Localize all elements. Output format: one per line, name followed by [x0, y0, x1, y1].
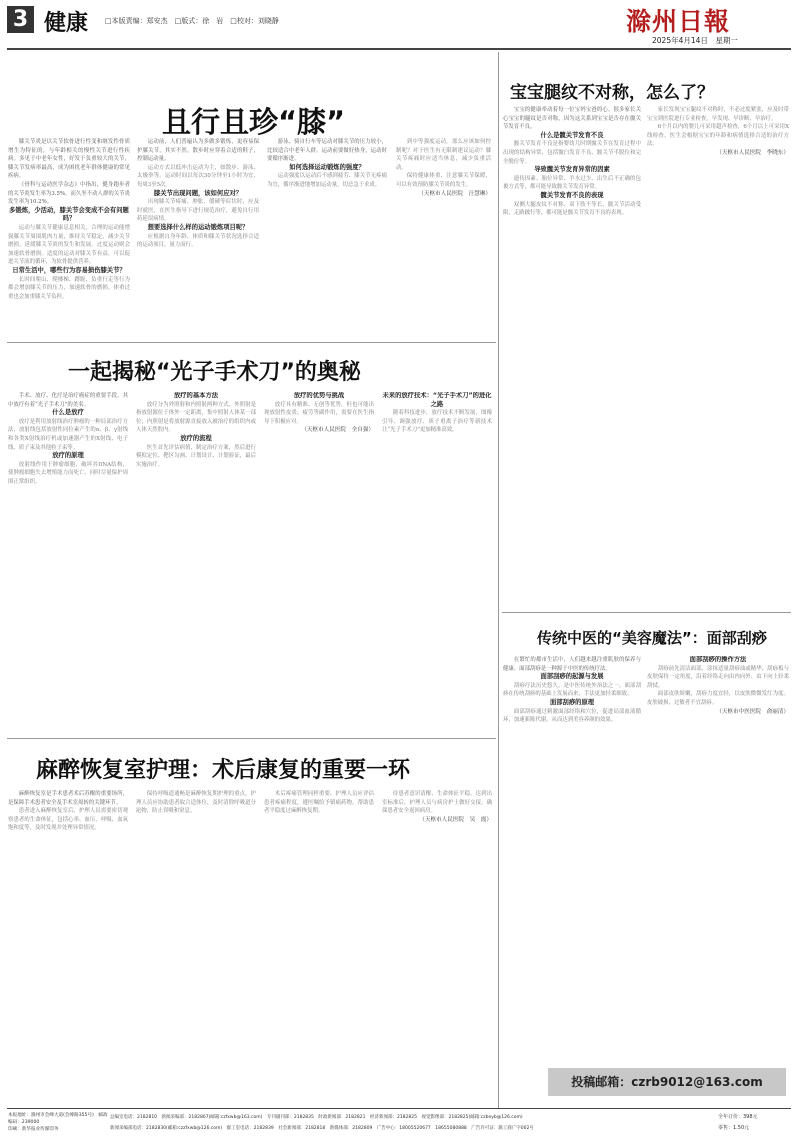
body-text-filler: 应根据自身年龄、体质和膝关节状况选择合适的运动项目，量力而行。	[137, 233, 259, 249]
footer-contact-line: 总编室电话：2182810 新闻采编部：2182867(邮箱:czfxwb@163.com) 专刊副刊部：2182835 时政新闻部：2182821 经济新闻部：2182825 视觉影像部：2182825(邮箱:czbeyb@126.com)	[110, 1115, 523, 1120]
body-text-filler: 刮痧疗法历史悠久，是中医传统外治法之一。面部刮痧在传统刮痧的基础上发展而来，手法更加轻柔细致。	[503, 682, 641, 698]
article-title-laser: 一起揭秘“光子手术刀”的奥秘	[68, 360, 361, 385]
divider	[7, 342, 496, 343]
laser-subheading: 放疗的流程	[180, 434, 212, 442]
tcm-byline: （天枢市中医医院 俞丽清）	[716, 708, 789, 715]
body-text-filler: 面部刮痧通过刺激面部经络和穴位，促进局部血液循环，加速新陈代谢，从而达到美容养颜的效果。	[503, 708, 641, 724]
anesthesia-column-3	[264, 790, 374, 1108]
tcm-paragraph: 在繁忙的都市生活中，人们越来越注重肌肤的保养与健康。面部刮痧是一种源于中医的传统疗法。	[503, 657, 641, 672]
article-title-knees: 且行且珍“膝”	[162, 105, 346, 139]
knees-paragraph: 游泳、骑自行车等运动对膝关节的压力较小，比较适合中老年人群。运动前要做好热身，运动时要循序渐进。	[267, 139, 387, 163]
divider	[7, 738, 496, 739]
address-text: 本报地址：滁州市会峰大道(会峰路355号) 邮政编码：239000	[8, 1113, 108, 1125]
footer-contact-line: 新闻采编部电话：2182830(邮箱:czzfxwb@126.com) 群工室电话：2182839 社会新闻部：2182818 新媒体部：2182809 广告中心：18005520677 18655080888 广告许可证：滁工商广字002号	[110, 1126, 534, 1131]
issue-date: 2025年4月14日 星期一	[652, 36, 738, 45]
knees-paragraph: 《骨科与运动医学杂志》中指出，健身跑步者的关节炎发生率为3.5%，而久坐不动人群的关节炎发生率为10.2%。	[8, 181, 130, 206]
knees-column-3	[267, 138, 387, 316]
body-text-filler: 遗传因素、胎位异常、羊水过少、出生后不正确的包裹方式等，都可能导致髋关节发育异常。	[503, 175, 641, 191]
tcm-subheading: 面部刮痧的操作方法	[689, 656, 747, 663]
knees-subheading: 日常生活中，哪些行为容易损伤膝关节？	[12, 266, 126, 274]
leg-subheading: 导致髋关节发育异常的因素	[534, 166, 610, 174]
printer-text: 印刷：新华报业传媒印务	[8, 1127, 59, 1132]
anesthesia-column-1	[8, 790, 128, 1108]
body-text-filler: 家长发现宝宝腿纹不对称时，不必过度紧张，应及时带宝宝到医院进行专业检查，早发现、早诊断、早治疗。	[647, 107, 789, 122]
article-title-tcm: 传统中医的“美容魔法”：面部刮痧	[537, 629, 767, 647]
article-title-leg: 宝宝腿纹不对称，怎么了？	[510, 83, 714, 103]
footer-rule	[7, 1108, 791, 1109]
submission-email-banner: 投稿邮箱：czrb9012@163.com	[548, 1068, 786, 1096]
body-text-filler: 运动方式以低冲击运动为主，如散步、游泳、太极拳等。运动时间以每次30分钟至1小时为宜，每周3至5次。	[137, 164, 259, 188]
leg-subheading: 髋关节发育不良的表现	[540, 191, 604, 199]
laser-byline: （天枢市人民医院 全自强）	[301, 427, 374, 434]
knees-column-4	[396, 138, 491, 338]
knees-byline: （天枢市人民医院 汪慧琳）	[418, 190, 491, 197]
body-text-filler: 运动强度以运动后不感到疲劳、膝关节无疼痛为宜，循序渐进地增加运动量，切忌急于求成。	[267, 173, 387, 188]
knees-subheading: 想要选择什么样的运动锻炼项目呢？	[147, 223, 249, 231]
body-text-filler: 放疗分为外照射和内照射两种方式。外照射是指放射源位于体外一定距离，集中照射人体某一部位；内照射是将放射源直接放入被治疗的组织内或人体天然腔内。	[136, 401, 256, 434]
laser-column-2	[136, 392, 256, 717]
editors-line: □本版责编：郑安杰 □版式：徐 岩 □校对：刘晓静	[105, 17, 279, 25]
body-text-filler: 术后疼痛管理同样重要，护理人员应评估患者疼痛程度，遵医嘱给予镇痛药物，帮助患者平稳度过麻醉恢复期。	[264, 791, 374, 815]
header-rule	[7, 48, 791, 50]
knees-column-2	[137, 138, 259, 316]
laser-subheading: 放疗的原理	[52, 452, 84, 460]
tcm-column-2	[647, 656, 789, 1058]
tcm-column-1	[503, 656, 641, 1058]
laser-column-3	[264, 392, 374, 717]
body-text-filler: 面部皮肤娇嫩，刮痧力度宜轻，以皮肤微微发红为度。皮肤破损、过敏者不宜刮痧。	[647, 691, 789, 706]
annual-price: 全年订价：398元	[718, 1114, 758, 1120]
leg-subheading: 什么是髋关节发育不良	[540, 131, 604, 139]
anesthesia-paragraph: 麻醉恢复室是手术患者术后苏醒的重要场所，是保障手术患者安全及手术室周转的关键环节。	[8, 791, 128, 806]
laser-subheading: 放疗的基本方法	[173, 392, 219, 399]
article-title-anesthesia: 麻醉恢复室护理：术后康复的重要一环	[36, 758, 411, 783]
knees-subheading: 多锻炼，少活动，膝关节会变成不会有问题吗？	[9, 206, 129, 223]
body-text-filler: 医生首先评估病情，制定治疗方案，然后进行模拟定位、靶区勾画、计划设计、计划验证，最后实施治疗。	[136, 444, 256, 468]
footer-address	[8, 1112, 108, 1140]
column-divider	[498, 52, 499, 1108]
body-text-filler: 放疗具有精准、无创等优势，但也可能出现放射性皮炎、疲劳等副作用，需要在医生指导下积极应对。	[264, 401, 374, 425]
laser-column-4	[382, 392, 492, 717]
body-text-filler: 到中等强度运动。那么应该如何控制呢？对于医生有无限制建议运动？膝关节疼痛时应适当休息，减少负重活动。	[396, 139, 491, 171]
laser-subheading: 未来的放疗技术：“光子手术刀”的进化之路	[382, 392, 492, 408]
knees-column-1	[8, 138, 130, 316]
tcm-subheading: 面部刮痧的起源与发展	[540, 673, 604, 681]
laser-subheading: 什么是放疗	[52, 409, 84, 417]
leg-column-2	[647, 106, 789, 601]
body-text-filler: 6个月以内的婴儿可采用超声检查，6个月以上可采用X线检查，医生会根据宝宝的年龄和病情选择合适的治疗方法。	[647, 124, 789, 148]
body-text-filler: 长时间爬山、爬楼梯、蹲跪、负重行走等行为都会增加膝关节的压力，加速软骨的磨损。体重过重也会加重膝关节负担。	[8, 276, 130, 300]
body-text-filler: 运动与膝关节健康息息相关，合理的运动能增强膝关节周围肌肉力量，维持关节稳定，减少关节磨损，延缓膝关节炎的发生和发展。过度运动则会加速软骨磨损。适度的运动对膝关节有益，可以促进关节液的循环，为软骨提供营养。	[8, 224, 130, 266]
knees-subheading: 膝关节出现问题，该如何应对？	[153, 189, 243, 197]
knees-paragraph: 膝关节炎是以关节软骨进行性变和继发性骨质增生为特征的，与年龄相关的慢性关节进行性疾病。多见于中老年女性，好发于负重较大的关节，膝关节发病率最高，成为困扰老年群体健康的常见疾病。	[8, 139, 130, 180]
newspaper-logo: 滁州日報	[626, 7, 731, 36]
body-text-filler: 刮痧前先清洁面部，涂抹适量刮痧油或精华，刮痧板与皮肤保持一定角度，沿着经络走向由内向外、由下向上轻柔刮拭。	[647, 665, 789, 689]
body-text-filler: 髋关节发育不良是指婴幼儿时期髋关节在发育过程中出现的结构异常，包括髋臼发育不良、髋关节半脱位和完全脱位等。	[503, 141, 641, 165]
body-text-filler: 放疗是利用放射线治疗肿瘤的一种局部治疗方法，放射线包括放射性同位素产生的α、β、γ射线和各类X射线治疗机或加速器产生的X射线、电子线、质子束及其他粒子束等。	[8, 418, 128, 451]
page-number-badge: 3	[7, 6, 34, 33]
body-text-filler: 患者进入麻醉恢复室后，护理人员需要密切观察患者的生命体征，包括心率、血压、呼吸、血氧饱和度等，及时发现并处理异常情况。	[8, 808, 128, 832]
laser-paragraph: 手术、放疗、化疗是治疗癌症的重要手段。其中放疗有着“光子手术刀”的美名。	[8, 393, 128, 408]
body-text-filler: 出现膝关节疼痛、肿胀、僵硬等症状时，应及时就医，在医生指导下进行规范治疗，避免自行用药延误病情。	[137, 199, 259, 223]
section-title: 健康	[44, 11, 89, 36]
laser-column-1	[8, 392, 128, 717]
leg-column-1	[503, 106, 641, 601]
footer-prices	[718, 1112, 792, 1134]
anesthesia-byline: （天枢市人民医院 吴 霞）	[419, 816, 492, 823]
body-text-filler: 保持呼吸道通畅是麻醉恢复期护理的重点，护理人员应协助患者取合适体位，及时清除呼吸道分泌物，防止误吸和窒息。	[136, 791, 256, 815]
body-text-filler: 保持健康体重，注意膝关节保暖，可以有效预防膝关节炎的发生。	[396, 173, 491, 188]
anesthesia-column-2	[136, 790, 256, 1108]
retail-price: 零售：1.50元	[718, 1125, 750, 1131]
anesthesia-column-4	[382, 790, 492, 1108]
body-text-filler: 放射线作用于肿瘤细胞，破坏其DNA结构，使肿瘤细胞失去增殖能力而死亡，同时尽量保护周围正常组织。	[8, 461, 128, 485]
footer-contacts	[110, 1112, 710, 1134]
knees-subheading: 如何选择运动锻炼的强度？	[289, 163, 365, 171]
body-text-filler: 双侧大腿皮纹不对称、双下肢不等长、髋关节活动受限、走路跛行等，都可能是髋关节发育不良的表现。	[503, 201, 641, 217]
knees-paragraph: 运动前，人们普遍认为多做多锻炼，更容易保护膝关节，其实不然。散步时应穿着合适的鞋子，控制运动量。	[137, 139, 259, 163]
body-text-filler: 随着科技进步，放疗技术不断发展，图像引导、调强放疗、质子重离子治疗等新技术让“光子手术刀”更加精准高效。	[382, 410, 492, 434]
leg-paragraph: 宝宝的健康牵动着每一位宝妈宝爸的心。很多家长关心宝宝的腿纹是否对称，因为这关系到宝宝是否存在髋关节发育不良。	[503, 107, 641, 131]
leg-byline: （天枢市人民医院 李晓东）	[716, 149, 789, 156]
body-text-filler: 待患者意识清醒、生命体征平稳、达到出室标准后，护理人员与病房护士做好交接，确保患者安全返回病房。	[382, 791, 492, 815]
divider	[502, 612, 791, 613]
laser-subheading: 放疗的优势与挑战	[293, 392, 345, 399]
tcm-subheading: 面部刮痧的原理	[549, 698, 595, 706]
